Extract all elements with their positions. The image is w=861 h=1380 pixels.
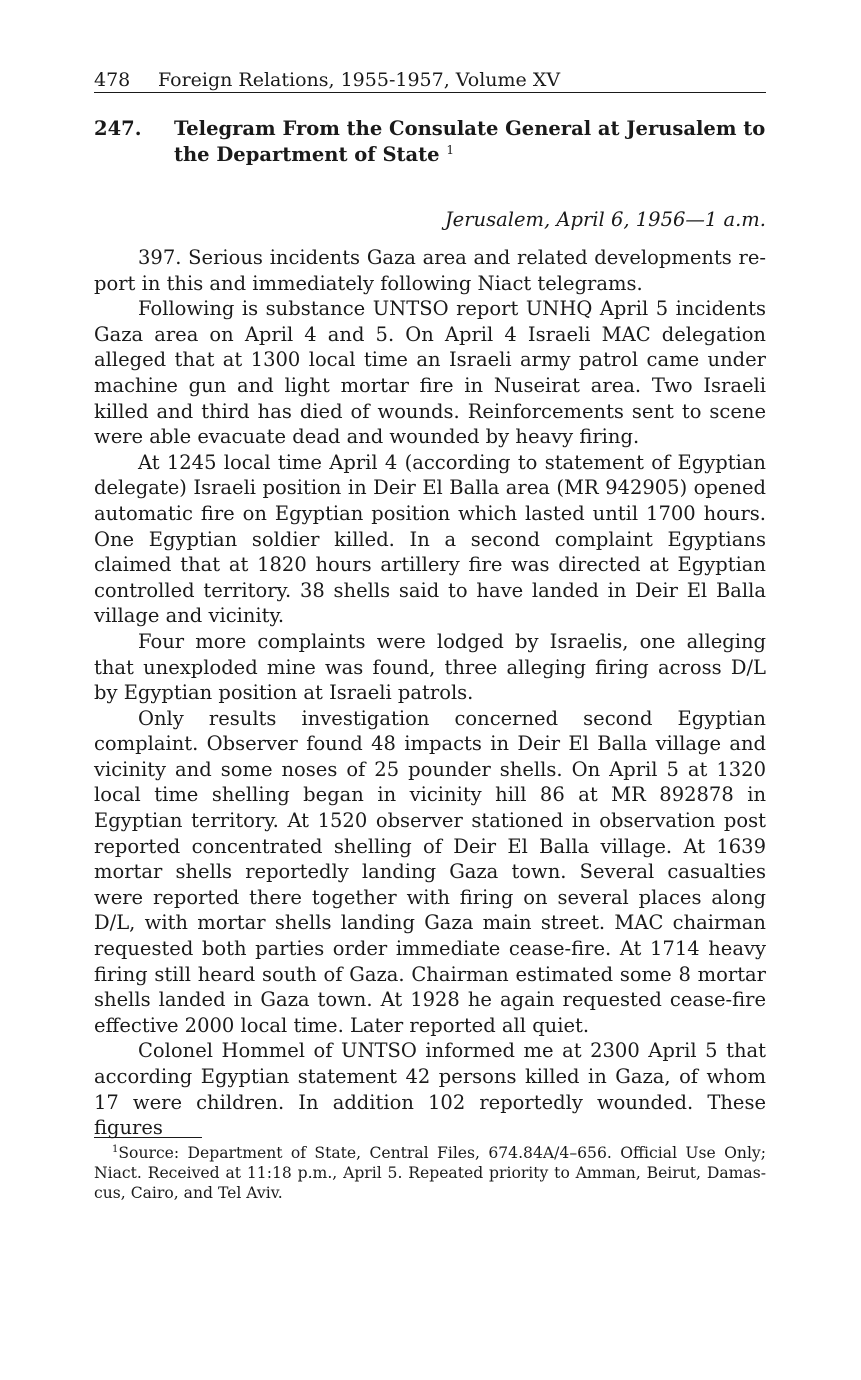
telegram-body (94, 245, 766, 1141)
document-title-block (174, 116, 766, 168)
footnote-reference[interactable]: 1 (446, 143, 455, 157)
footnote-divider (94, 1137, 202, 1138)
running-head (94, 68, 766, 93)
volume-title: Foreign Relations, 1955-1957, Volume XV (158, 69, 561, 91)
document-number: 247. (94, 117, 142, 140)
paragraph: 397. Serious incidents Gaza area and related developments report in this and immediately following Niact telegrams. (94, 246, 766, 295)
footnote (94, 1143, 766, 1203)
document-title: Telegram From the Consulate General at Jerusalem to the Department of State (174, 117, 766, 166)
footnote-marker: 1 (112, 1144, 119, 1155)
paragraph: Following is substance UNTSO report UNHQ April 5 incidents Gaza area on April 4 and 5. On April 4 Israeli MAC delegation alleged that at 1300 local time an Israeli army patrol came under machine gun and light mortar fire in Nuseirat area. Two Israeli killed and third has died of wounds. Reinforcements sent to scene were able evacuate dead and wounded by heavy firing. (94, 297, 766, 449)
paragraph: Colonel Hommel of UNTSO informed me at 2300 April 5 that according Egyptian statement 42 persons killed in Gaza, of whom 17 were children. In addition 102 reportedly wounded. These figures (94, 1039, 766, 1140)
page-number: 478 (94, 69, 131, 91)
footnote-text: Source: Department of State, Central Files, 674.84A/4–656. Official Use Only; Niact. Received at 11:18 p.m., April 5. Repeated priority to Amman, Beirut, Damascus, Cairo, and Tel Aviv. (94, 1144, 766, 1202)
paragraph: Four more complaints were lodged by Israelis, one alleging that unexploded mine was found, three alleging firing across D/L by Egyptian position at Israeli patrols. (94, 629, 766, 705)
dateline: Jerusalem, April 6, 1956—1 a.m. (444, 208, 766, 231)
paragraph: At 1245 local time April 4 (according to statement of Egyptian delegate) Israeli position in Deir El Balla area (MR 942905) opened automatic fire on Egyptian position which lasted until 1700 hours. One Egyptian soldier killed. In a second complaint Egyptians claimed that at 1820 hours artillery fire was directed at Egyptian controlled territory. 38 shells said to have landed in Deir El Balla village and vicinity. (94, 450, 766, 628)
paragraph: Only results investigation concerned second Egyptian complaint. Observer found 48 impacts in Deir El Balla village and vicinity and some noses of 25 pounder shells. On April 5 at 1320 local time shelling began in vicinity hill 86 at MR 892878 in Egyptian territory. At 1520 observer stationed in observation post reported concentrated shelling of Deir El Balla village. At 1639 mortar shells reportedly landing Gaza town. Several casualties were reported there together with firing on several places along D/L, with mortar shells landing Gaza main street. MAC chairman requested both parties order immediate cease-fire. At 1714 heavy firing still heard south of Gaza. Chairman estimated some 8 mortar shells landed in Gaza town. At 1928 he again requested cease-fire effective 2000 local time. Later reported all quiet. (94, 706, 766, 1037)
